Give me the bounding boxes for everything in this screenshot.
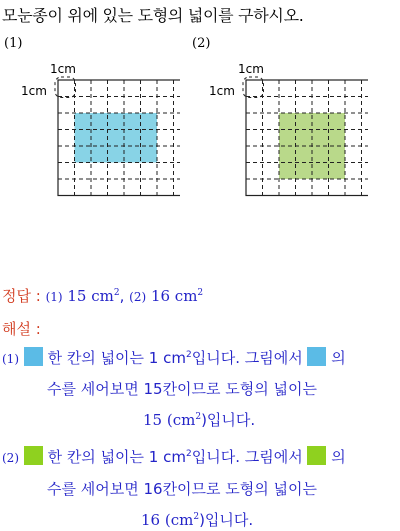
answer-label: 정답 : — [2, 287, 41, 305]
explanation-1-result-sup: 2 — [195, 412, 202, 422]
answer-2-sup: 2 — [197, 288, 204, 298]
grid-figure-1 — [50, 72, 180, 212]
explanation-2-result-sup: 2 — [193, 512, 200, 522]
answer-2-value: 16 cm — [150, 287, 198, 305]
explanation-label: 해설 : — [2, 320, 41, 338]
explanation-2-result-b: )입니다. — [199, 511, 254, 529]
explanation-1-result-a: 15 (cm — [143, 411, 196, 429]
explanation-1-text-end: 의 — [331, 349, 346, 367]
explanation-1-text-b: 입니다. 그림에서 — [191, 349, 303, 367]
explanation-2-line2: 수를 세어보면 16칸이므로 도형의 넓이는 — [47, 480, 318, 498]
explanation-1-line3 — [143, 409, 255, 430]
grid-figure-2 — [238, 72, 368, 212]
explanation-1-text-a: 한 칸의 넓이는 1 cm — [47, 349, 186, 367]
figure-2-unit-left: 1cm — [209, 84, 235, 98]
shaded-shape — [75, 113, 158, 163]
question-title: 모눈종이 위에 있는 도형의 넓이를 구하시오. — [2, 6, 304, 25]
answer-1-num: (1) — [45, 290, 63, 304]
blue-square-icon — [307, 347, 326, 366]
figure-1-unit-top: 1cm — [50, 62, 76, 76]
explanation-1-num: (1) — [2, 352, 19, 366]
answer-separator: , — [119, 287, 125, 305]
explanation-1-line2: 수를 세어보면 15칸이므로 도형의 넓이는 — [47, 380, 318, 398]
explanation-1-result-b: )입니다. — [201, 411, 256, 429]
explanation-1-line1 — [2, 347, 346, 368]
figure-2-label: (2) — [192, 36, 211, 51]
explanation-2-text-b: 입니다. 그림에서 — [191, 448, 303, 466]
explanation-2-text-end: 의 — [331, 448, 346, 466]
answer-line — [2, 285, 203, 306]
explanation-2-num: (2) — [2, 451, 19, 465]
figure-1-label: (1) — [4, 36, 23, 51]
figure-2-unit-top: 1cm — [238, 62, 264, 76]
explanation-2-text-a: 한 칸의 넓이는 1 cm — [47, 448, 186, 466]
explanation-2-sup: 2 — [185, 449, 192, 459]
figure-1-unit-left: 1cm — [21, 84, 47, 98]
answer-1-sup: 2 — [113, 288, 120, 298]
green-square-icon — [307, 446, 326, 465]
explanation-1-sup: 2 — [185, 350, 192, 360]
explanation-2-line1 — [2, 446, 346, 467]
blue-square-icon — [24, 347, 43, 366]
green-square-icon — [24, 446, 43, 465]
answer-2-num: (2) — [129, 290, 147, 304]
answer-1-value: 15 cm — [67, 287, 114, 305]
explanation-2-result-a: 16 (cm — [141, 511, 194, 529]
explanation-2-line3 — [141, 509, 253, 530]
